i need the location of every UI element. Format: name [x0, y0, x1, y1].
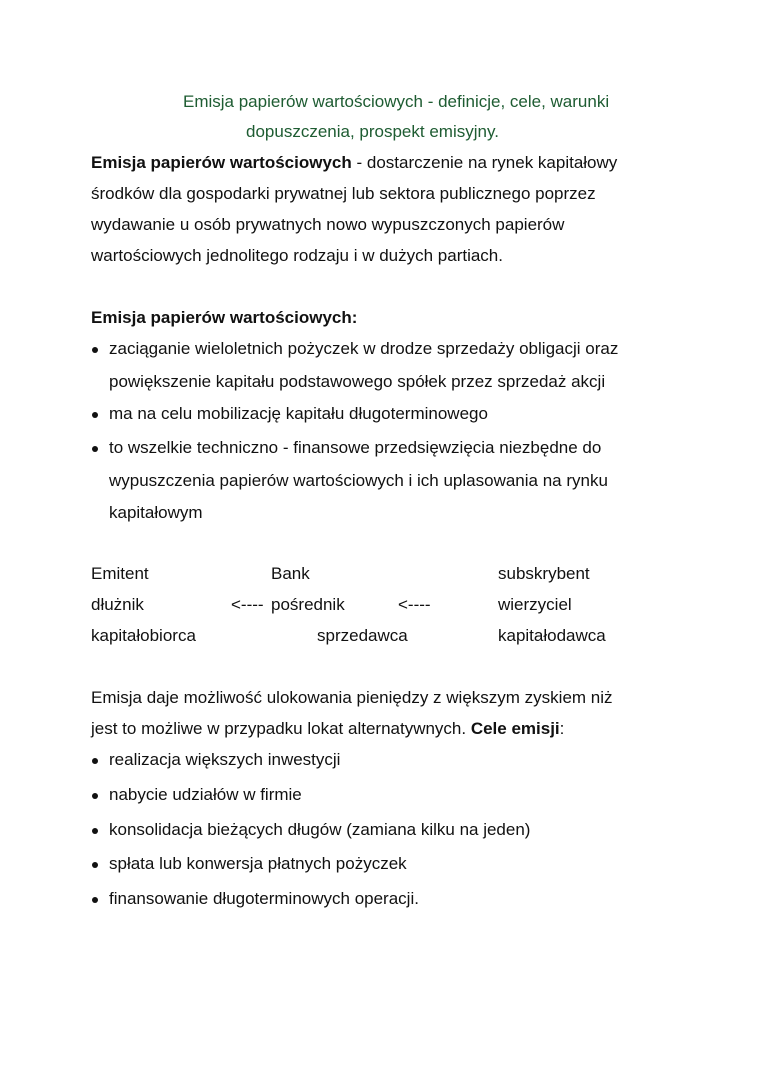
list-item-3-line-2: wypuszczenia papierów wartościowych i ich uplasowania na rynku	[109, 471, 608, 490]
flow-sprzedawca: sprzedawca	[317, 626, 408, 645]
goal-item-5: finansowanie długoterminowych operacji.	[109, 889, 419, 908]
arrow-left-icon: <----	[231, 595, 264, 614]
definition-paragraph-line-2: środków dla gospodarki prywatnej lub sektora publicznego poprzez	[91, 184, 596, 203]
list-item-1-line-2: powiększenie kapitału podstawowego spółek przez sprzedaż akcji	[109, 372, 606, 391]
list-item-3-line-3: kapitałowym	[109, 503, 203, 522]
definition-paragraph-line-3: wydawanie u osób prywatnych nowo wypuszczonych papierów	[91, 215, 565, 234]
list-item-1-line-1: zaciąganie wieloletnich pożyczek w drodze sprzedaży obligacji oraz	[109, 339, 619, 358]
paragraph-line-2	[91, 719, 564, 739]
section-heading: Emisja papierów wartościowych:	[91, 308, 358, 327]
goal-item-4: spłata lub konwersja płatnych pożyczek	[109, 854, 407, 873]
bullet-icon	[92, 793, 98, 799]
list-item-2: ma na celu mobilizację kapitału długoterminowego	[109, 404, 488, 423]
colon: :	[559, 719, 565, 738]
bullet-icon	[92, 446, 98, 452]
definition-paragraph-line-1	[91, 153, 617, 173]
definition-term: Emisja papierów wartościowych	[91, 153, 352, 172]
document-title-line-2: dopuszczenia, prospekt emisyjny.	[246, 122, 499, 141]
paragraph-line-1: Emisja daje możliwość ulokowania pieniędzy z większym zyskiem niż	[91, 688, 613, 707]
flow-wierzyciel: wierzyciel	[498, 595, 572, 614]
bullet-icon	[92, 412, 98, 418]
bullet-icon	[92, 828, 98, 834]
goals-label: Cele emisji	[470, 719, 560, 738]
arrow-left-icon: <----	[398, 595, 431, 614]
bullet-icon	[92, 897, 98, 903]
goal-item-2: nabycie udziałów w firmie	[109, 785, 302, 804]
flow-posrednik: pośrednik	[271, 595, 345, 614]
flow-dluznik: dłużnik	[91, 595, 144, 614]
definition-paragraph-line-4: wartościowych jednolitego rodzaju i w dużych partiach.	[91, 246, 503, 265]
goal-item-3: konsolidacja bieżących długów (zamiana kilku na jeden)	[109, 820, 531, 839]
flow-kapitalodawca: kapitałodawca	[498, 626, 606, 645]
goal-item-1: realizacja większych inwestycji	[109, 750, 341, 769]
bullet-icon	[92, 347, 98, 353]
definition-text: - dostarczenie na rynek kapitałowy	[351, 153, 618, 172]
flow-subskrybent: subskrybent	[498, 564, 590, 583]
flow-emitent: Emitent	[91, 564, 149, 583]
flow-bank: Bank	[271, 564, 310, 583]
paragraph-text: jest to możliwe w przypadku lokat alternatywnych.	[91, 719, 471, 738]
list-item-3-line-1: to wszelkie techniczno - finansowe przedsięwzięcia niezbędne do	[109, 438, 602, 457]
document-title-line-1: Emisja papierów wartościowych - definicje, cele, warunki	[183, 92, 610, 111]
bullet-icon	[92, 758, 98, 764]
bullet-icon	[92, 862, 98, 868]
flow-kapitalobiorca: kapitałobiorca	[91, 626, 196, 645]
